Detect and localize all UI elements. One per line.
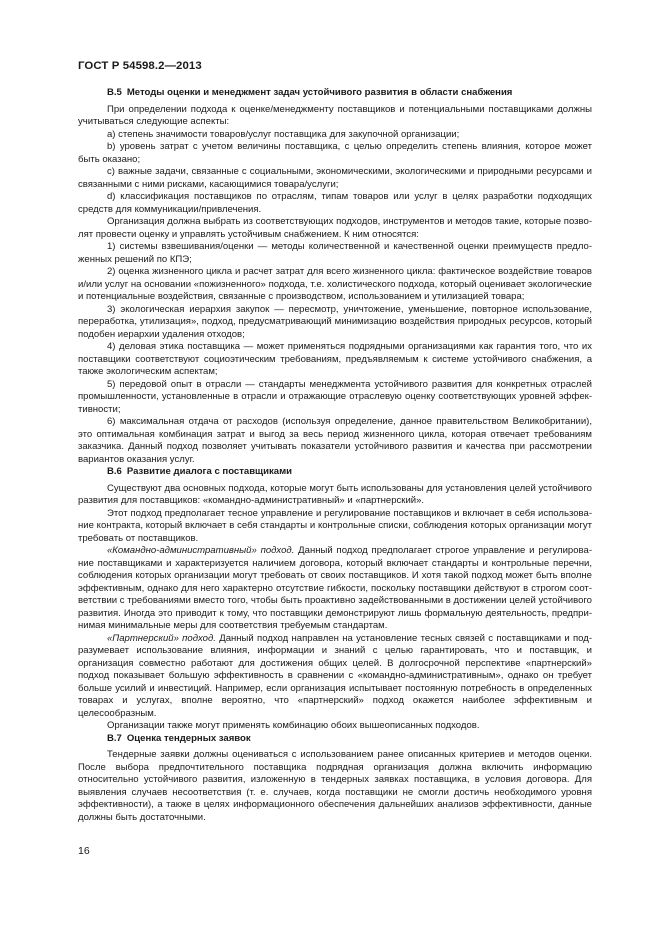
paragraph: Этот подход предполагает тесное управление и регулирование поставщиков и включает в себя использование контракта, который включает в себя стандарты и контрольные списки, соблюдения которых организации могут требовать от поставщиков. [78, 507, 592, 544]
list-item: 2) оценка жизненного цикла и расчет затрат для всего жизненного цикла: фактическое воздействие товаров и/или услуг на основании «пожизненного» подхода, т.е. холистического подхода, который оценивает экологические и потенциальные воздействия, связанные с производством, использованием и утилизацией товара; [78, 266, 592, 302]
paragraph: Существуют два основных подхода, которые могут быть использованы для установления целей устойчивого развития для поставщиков: «командно-административный» и «партнерский». [78, 482, 592, 506]
list-item: 4) деловая этика поставщика — может применяться подрядными организациями как гарантия того, что их поставщики соответствуют социоэтическим требованиям, предъявляемым к системе устойчивого снабжения, а также экологическим аспектам; [78, 341, 592, 377]
section-number: В.6 [107, 466, 122, 477]
section-title: Развитие диалога с поставщиками [126, 466, 293, 477]
section-number: В.5 [107, 87, 122, 98]
list-item: c) важные задачи, связанные с социальными, экономическими, экологическими и природными ресурсами и связанными с ними рисками, касающимися товара/услуги; [78, 166, 592, 190]
emphasis-lead: «Командно-административный» подход. [107, 545, 295, 556]
list-item: b) уровень затрат с учетом величины поставщика, с целью определить степень влияния, которое может быть оказано; [78, 141, 592, 165]
paragraph [78, 633, 592, 721]
paragraph: При определении подхода к оценке/менеджменту поставщиков и потенциальными поставщиками должны учитываться следующие аспекты: [78, 103, 592, 127]
list-item: a) степень значимости товаров/услуг поставщика для закупочной организации; [107, 128, 460, 140]
section-title: Методы оценки и менеджмент задач устойчивого развития в области снабжения [126, 87, 513, 98]
document-header: ГОСТ Р 54598.2—2013 [78, 60, 202, 72]
paragraph: Организации также могут применять комбинацию обоих вышеописанных подходов. [107, 720, 480, 731]
section-heading-b6 [78, 466, 592, 479]
section-title: Оценка тендерных заявок [126, 732, 251, 744]
list-item: 1) системы взвешивания/оценки — методы количественной и качественной оценки преимуществ предложенных решений по КПЭ; [78, 241, 592, 265]
document-body [78, 87, 592, 824]
paragraph: Тендерные заявки должны оцениваться с использованием ранее описанных критериев и методов оценки. После выбора предпочтительного поставщика подрядная организация должна включить информацию относительно устойчивого развития, изложенную в тендерных заявках поставщика, в условия договора. Для выявления случаев несоответствия (т. е. случаев, когда поставщики не смогли достичь необходимого уровня эффективности), а также в целях информационного обеспечения дальнейших анализов эффективности, данные должны быть достаточными. [78, 749, 592, 823]
list-item: 5) передовой опыт в отрасли — стандарты менеджмента устойчивого развития для конкретных отраслей промышленности, установленные в отрасли и отражающие отраслевую оценку соответствующих уровней эффективности; [78, 378, 592, 415]
paragraph-text: Данный подход предполагает строгое управление и регулирование поставщиками и характеризуется наличием договора, который включает стандарты и контрольные перечни, соблюдения которых организации могут требовать от своих поставщиков. И хотя такой подход может быть вполне эффективным, однако для него характерно отсутствие гибкости, поскольку поставщики действуют в строгом соответствии с требованиями вместо того, чтобы быть проактивно задействованными в достижении целей устойчивого развития. Иногда это приводит к тому, что поставщики демонстрируют лишь формальную деятельность, предпринимая минимальные меры для соответствия требуемым стандартам. [78, 545, 592, 631]
paragraph-text: Данный подход направлен на установление тесных связей с поставщиками и подразумевает использование влияния, информации и знаний с целью гарантировать, что и поставщик, и организация совместно работают для достижения общих целей. В долгосрочной перспективе «партнерский» подход показывает большую эффективность в сравнении с «командно-административным», однако он требует больше усилий и инвестиций. Например, если организация испытывает постоянную потребность в определенных товарах и услугах, вполне вероятно, что «партнерский» подход окажется наиболее эффективным и целесообразным. [78, 632, 592, 719]
list-item: d) классификация поставщиков по отраслям, типам товаров или услуг в целях разработки подходящих средств для коммуникации/привлечения. [78, 191, 592, 215]
emphasis-lead: «Партнерский» подход. [107, 632, 216, 644]
page-number: 16 [78, 845, 90, 857]
paragraph: Организация должна выбрать из соответствующих подходов, инструментов и методов такие, которые позволят провести оценку и управлять устойчивым снабжением. К ним относятся: [78, 216, 592, 240]
section-heading-b5 [78, 87, 592, 100]
paragraph [78, 545, 592, 633]
section-heading-b7 [78, 733, 592, 746]
section-number: В.7 [107, 732, 122, 744]
list-item: 3) экологическая иерархия закупок — пересмотр, уничтожение, уменьшение, повторное использование, переработка, утилизация», подход, предусматривающий минимизацию воздействия природных ресурсов, который подобен иерархии удаления отходов; [78, 303, 592, 340]
list-item: 6) максимальная отдача от расходов (используя определение, данное правительством Великобритании), это оптимальная комбинация затрат и выгод за весь период жизненного цикла, которая отвечает требованиям заказчика. Данный подход позволяет учитывать показатели устойчивого развития и качества при рассмотрении вариантов оказания услуг. [78, 416, 592, 465]
